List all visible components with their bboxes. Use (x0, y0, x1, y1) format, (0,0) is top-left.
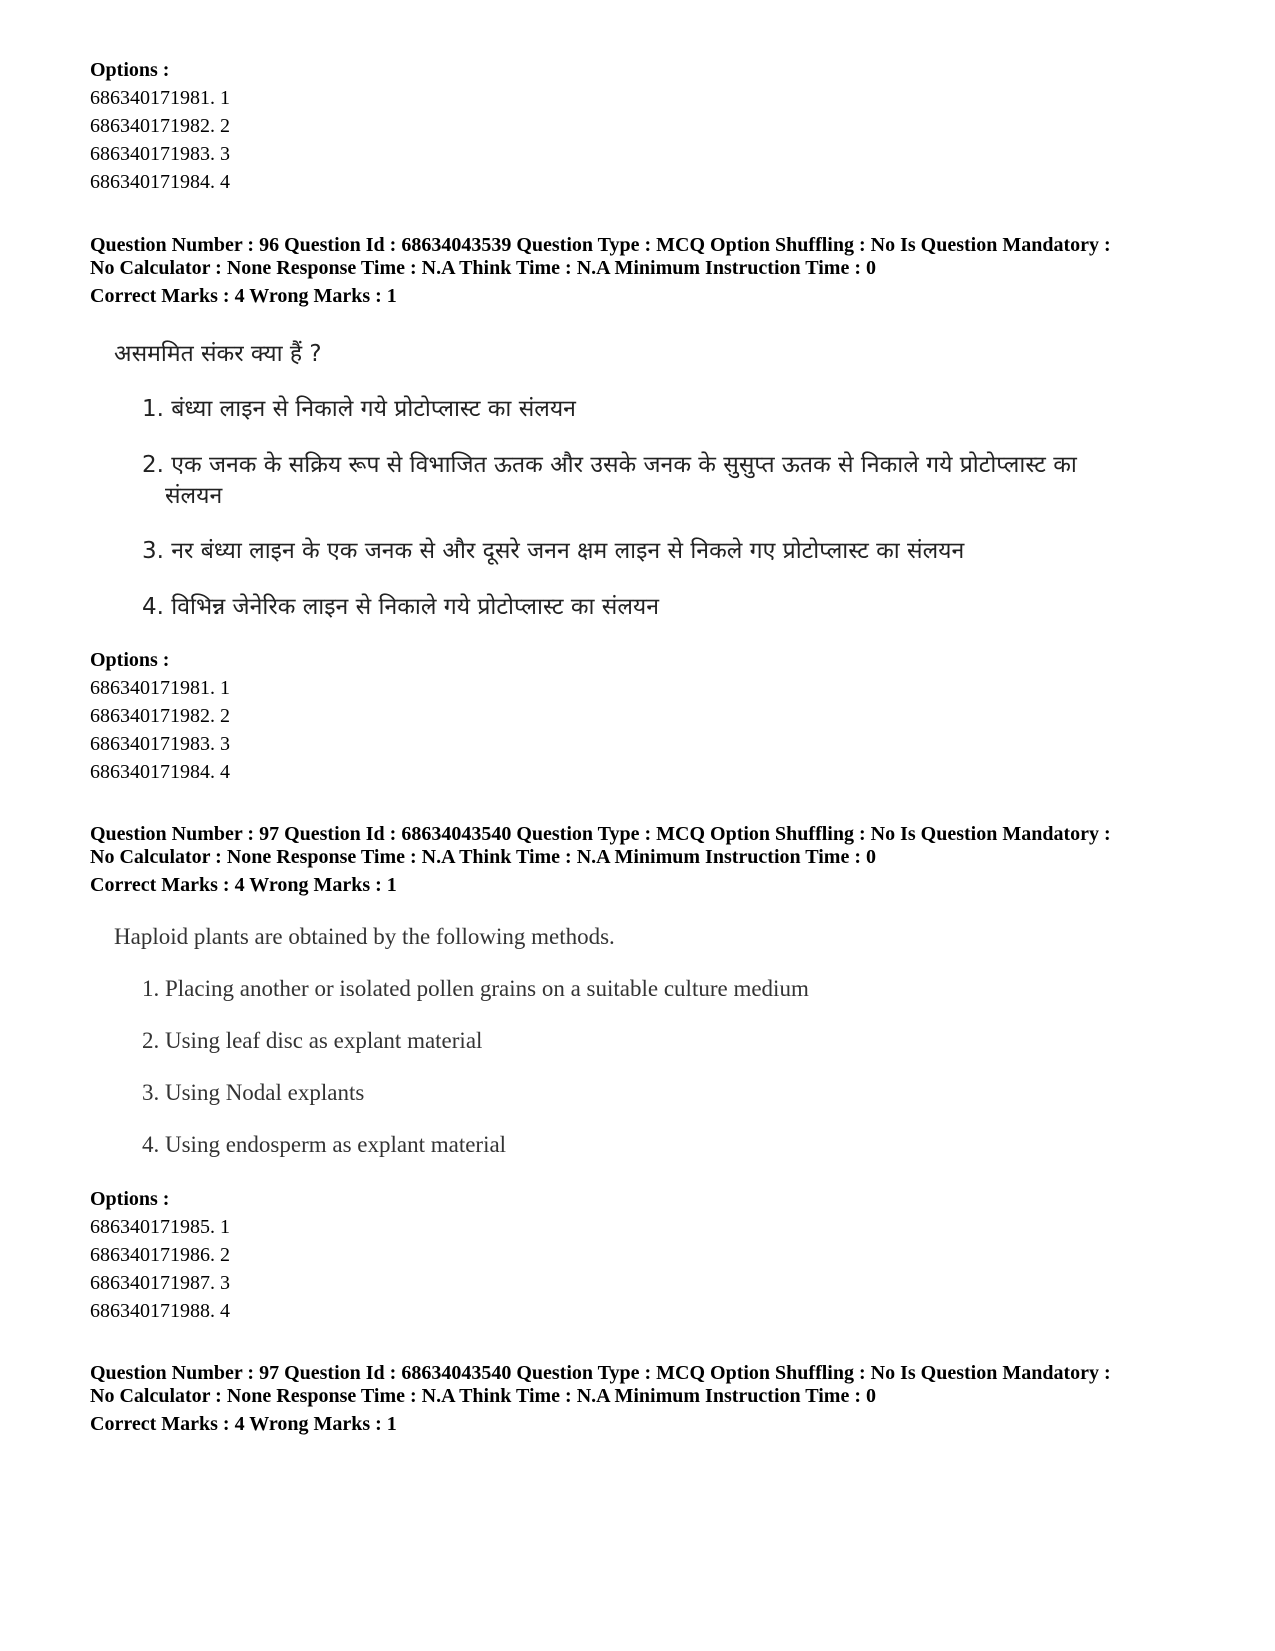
option-item: 686340171984. 4 (90, 761, 230, 783)
question-choice: 4. Using endosperm as explant material (142, 1132, 507, 1157)
options-label: Options : (90, 59, 170, 81)
question-text: असममित संकर क्या हैं ? (114, 341, 322, 367)
option-item: 686340171986. 2 (90, 1244, 230, 1266)
question-choice: 3. नर बंध्या लाइन के एक जनक से और दूसरे जनन क्षम लाइन से निकले गए प्रोटोप्लास्ट का संलयन (142, 538, 965, 564)
question-choice: 1. बंध्या लाइन से निकाले गये प्रोटोप्लास्ट का संलयन (142, 396, 576, 422)
question-header-line2: No Calculator : None Response Time : N.A Think Time : N.A Minimum Instruction Time : 0 (90, 846, 876, 868)
option-item: 686340171985. 1 (90, 1216, 230, 1238)
option-item: 686340171987. 3 (90, 1272, 230, 1294)
question-header-line1: Question Number : 97 Question Id : 68634043540 Question Type : MCQ Option Shuffling : No Is Question Mandatory : (90, 823, 1111, 845)
question-header-line1: Question Number : 96 Question Id : 68634043539 Question Type : MCQ Option Shuffling : No Is Question Mandatory : (90, 234, 1111, 256)
question-choice: 2. एक जनक के सक्रिय रूप से विभाजित ऊतक और उसके जनक के सुसुप्त ऊतक से निकाले गये प्रोटोप्लास्ट का (142, 452, 1077, 478)
option-item: 686340171983. 3 (90, 733, 230, 755)
option-item: 686340171983. 3 (90, 143, 230, 165)
option-item: 686340171981. 1 (90, 677, 230, 699)
question-header-line1: Question Number : 97 Question Id : 68634043540 Question Type : MCQ Option Shuffling : No Is Question Mandatory : (90, 1362, 1111, 1384)
question-marks: Correct Marks : 4 Wrong Marks : 1 (90, 874, 397, 896)
question-choice: 4. विभिन्न जेनेरिक लाइन से निकाले गये प्रोटोप्लास्ट का संलयन (142, 594, 660, 620)
option-item: 686340171984. 4 (90, 171, 230, 193)
options-label: Options : (90, 649, 170, 671)
option-item: 686340171981. 1 (90, 87, 230, 109)
question-marks: Correct Marks : 4 Wrong Marks : 1 (90, 1413, 397, 1435)
question-header-line2: No Calculator : None Response Time : N.A Think Time : N.A Minimum Instruction Time : 0 (90, 257, 876, 279)
options-label: Options : (90, 1188, 170, 1210)
option-item: 686340171982. 2 (90, 115, 230, 137)
question-choice-continuation: संलयन (165, 483, 223, 509)
option-item: 686340171982. 2 (90, 705, 230, 727)
question-choice: 3. Using Nodal explants (142, 1080, 365, 1105)
question-text: Haploid plants are obtained by the following methods. (114, 924, 615, 949)
option-item: 686340171988. 4 (90, 1300, 230, 1322)
question-choice: 2. Using leaf disc as explant material (142, 1028, 483, 1053)
question-header-line2: No Calculator : None Response Time : N.A Think Time : N.A Minimum Instruction Time : 0 (90, 1385, 876, 1407)
question-choice: 1. Placing another or isolated pollen grains on a suitable culture medium (142, 976, 809, 1001)
question-marks: Correct Marks : 4 Wrong Marks : 1 (90, 285, 397, 307)
